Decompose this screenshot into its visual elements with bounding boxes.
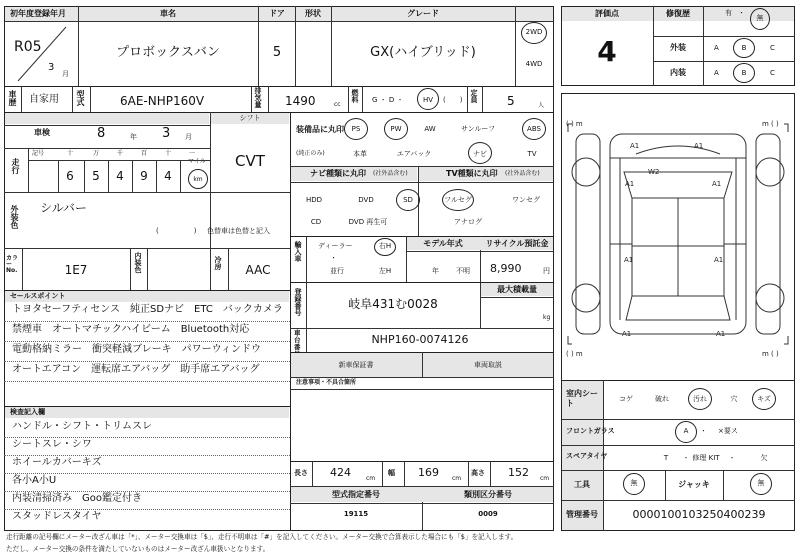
exterior-grade-b: B — [741, 44, 747, 52]
width-label: 幅 — [388, 469, 395, 477]
km-label: km — [193, 176, 203, 183]
first-reg-month-unit: 月 — [62, 70, 69, 78]
mileage-header: 百 — [140, 150, 148, 157]
mileage-header: 千 — [116, 150, 124, 157]
import-right: 右H — [378, 242, 392, 250]
svg-text:( ) m: ( ) m — [566, 120, 583, 128]
mileage-label: 走行 — [11, 158, 20, 174]
footer-note-1: 走行距離の記号欄にメーター改ざん車は「*」、メーター交換車は「$」、走行不明車は「#」を記入してください。メーター交換で合算表示した場合にも「$」を記入します。 — [6, 533, 518, 541]
sales-point-line: 禁煙車 オートマチックハイビーム Bluetooth対応 — [12, 324, 250, 335]
first-reg-label: 初年度登録年月 — [10, 9, 66, 18]
ac-value: AAC — [245, 263, 271, 277]
sales-point-line: オートエアコン 運転席エアバッグ 助手席エアバッグ — [12, 364, 260, 375]
navi-option: DVD — [358, 196, 374, 204]
svg-text:A1: A1 — [694, 142, 704, 150]
shaken-month: 3 — [162, 126, 171, 141]
import-dealer: ディーラー — [318, 242, 353, 250]
equipment-sub: (純正のみ) — [296, 150, 325, 157]
model-label: 型式 — [76, 90, 85, 106]
tools-label: 工具 — [574, 480, 590, 489]
navi-option: HDD — [305, 196, 323, 204]
mileage-header: 一 — [188, 150, 196, 157]
equipment-item: サンルーフ — [460, 125, 496, 133]
shaken-label: 車検 — [34, 128, 50, 137]
spare-option: 欠 — [760, 454, 768, 462]
mile-label: マイル — [188, 158, 206, 165]
footer-note-2: ただし、メーター交換の条件を満たしていないものはメーター改ざん車扱いとなります。 — [6, 545, 270, 553]
jack-label: ジャッキ — [678, 480, 710, 489]
spare-option: T — [663, 454, 669, 462]
repair-label: 修復歴 — [666, 9, 690, 18]
fuel-options: G ・ D ・ — [372, 96, 404, 104]
car-name: プロボックスバン — [116, 45, 220, 60]
equipment-label: 装備品に丸印 — [296, 125, 344, 134]
shift-label: シフト — [239, 114, 261, 122]
svg-text:A1: A1 — [625, 180, 635, 188]
navi-option: DVD 再生可 — [348, 218, 388, 226]
mileage-header: 記号 — [31, 150, 45, 157]
capacity-label: 定員 — [470, 89, 478, 103]
model-year-label: モデル年式 — [423, 239, 463, 248]
mgmt-value: 0000100103250400239 — [632, 508, 766, 521]
seat-option: 破れ — [655, 395, 669, 403]
spare-option: ・ — [728, 454, 736, 462]
mileage-digit: 9 — [140, 169, 148, 183]
tools-value: 無 — [630, 479, 638, 487]
equipment-item: エアバック — [396, 150, 432, 158]
interior-label: 内装 — [670, 68, 686, 77]
svg-text:A1: A1 — [624, 256, 634, 264]
mileage-header: 十 — [164, 150, 172, 157]
repair-yes: 有 — [725, 9, 732, 17]
color-no-label: カラーNo. — [6, 255, 19, 274]
door-label: ドア — [269, 9, 285, 18]
seat-label: 室内シート — [566, 389, 598, 409]
frame-value: NHP160-0074126 — [371, 333, 469, 346]
navi-label: ナビ種類に丸印 — [310, 169, 366, 178]
import-parallel: 並行 — [330, 267, 344, 275]
usage-label: 車歴 — [8, 90, 17, 106]
seat-option: キズ — [757, 395, 771, 403]
mileage-digit: 6 — [66, 169, 74, 183]
mgmt-label: 管理番号 — [566, 510, 598, 519]
registration-value: 岐阜431む0028 — [348, 297, 438, 311]
svg-text:A1: A1 — [714, 256, 724, 264]
tv-option: フルセグ — [444, 196, 472, 204]
mileage-digit: 4 — [116, 169, 124, 183]
inspection-note-line: ホイールカバーキズ — [12, 457, 102, 468]
height-value: 152 — [508, 466, 529, 479]
spare-label: スペアタイヤ — [566, 452, 608, 460]
sales-points-label: セールスポイント — [10, 292, 66, 300]
tv-option: ワンセグ — [512, 196, 540, 204]
length-value: 424 — [330, 466, 351, 479]
car-name-label: 車名 — [160, 9, 176, 18]
glass-a: A — [683, 427, 689, 435]
inspection-note-line: ハンドル・シフト・トリムスレ — [12, 421, 152, 432]
mileage-header: 万 — [92, 150, 100, 157]
color-label: 外装色 — [10, 205, 19, 229]
max-load-label: 最大積載量 — [497, 285, 537, 294]
displacement-label: 排気量 — [254, 87, 262, 108]
mileage-digit: 4 — [164, 169, 172, 183]
shaken-year: 8 — [97, 126, 106, 141]
drive-2wd: 2WD — [525, 28, 543, 36]
equipment-item: 本革 — [353, 150, 367, 158]
ac-label: 冷房 — [214, 256, 222, 270]
interior-color-label: 内装色 — [134, 252, 142, 273]
fuel-label: 燃料 — [351, 89, 359, 103]
displacement-value: 1490 — [285, 94, 316, 108]
repair-no: 無 — [756, 14, 764, 22]
mileage-header: 十 — [66, 150, 74, 157]
seat-option: コゲ — [619, 395, 633, 403]
spare-option: 修理 KIT — [692, 454, 720, 462]
damage-diagram — [562, 94, 794, 377]
type-no-label: 型式指定番号 — [332, 490, 380, 499]
interior-grade-b: B — [741, 69, 747, 77]
glass-x: ×要ス — [718, 427, 738, 435]
rating-label: 評価点 — [595, 9, 619, 18]
svg-text:W2: W2 — [648, 168, 660, 176]
width-value: 169 — [418, 466, 439, 479]
equipment-item: ナビ — [473, 150, 487, 158]
mileage-digit: 5 — [92, 169, 100, 183]
sales-point-line: トヨタセーフティセンス 純正SDナビ ETC バックカメラ — [12, 304, 283, 315]
drive-4wd: 4WD — [525, 60, 543, 68]
inspection-note-line: スタッドレスタイヤ — [12, 511, 102, 522]
shape-label: 形状 — [305, 9, 321, 18]
grade-label: グレード — [407, 9, 439, 18]
svg-text:A1: A1 — [622, 330, 632, 338]
model-value: 6AE-NHP160V — [120, 94, 205, 108]
color-value: シルバー — [40, 201, 87, 215]
tv-label: TV種類に丸印 — [446, 169, 498, 178]
svg-text:m ( ): m ( ) — [762, 350, 779, 358]
manual-label: 車両取説 — [474, 361, 502, 369]
navi-option: SD — [403, 196, 413, 204]
svg-text:m ( ): m ( ) — [762, 120, 779, 128]
inspection-note-line: シートスレ・シワ — [12, 439, 92, 450]
equipment-item: PS — [351, 125, 361, 133]
svg-text:( ) m: ( ) m — [566, 350, 583, 358]
svg-text:A1: A1 — [630, 142, 640, 150]
import-label: 輸入車 — [294, 241, 302, 262]
door-count: 5 — [272, 45, 282, 60]
recycle-label: リサイクル預託金 — [485, 239, 549, 248]
import-left: 左H — [378, 267, 392, 275]
height-label: 高さ — [471, 469, 485, 477]
tv-option: アナログ — [454, 218, 482, 226]
inspection-notes-label: 検査記入欄 — [10, 408, 45, 416]
exterior-label: 外装 — [670, 43, 686, 52]
usage-value: 自家用 — [29, 94, 59, 105]
jack-value: 無 — [757, 479, 765, 487]
equipment-item: PW — [390, 125, 402, 133]
inspection-note-line: 各小A小U — [12, 475, 57, 486]
seat-option: 汚れ — [693, 395, 707, 403]
first-reg-month: 3 — [48, 62, 55, 73]
rating-value: 4 — [597, 35, 617, 68]
sales-point-line: 電動格納ミラー 衝突軽減ブレーキ パワーウィンドウ — [12, 344, 261, 355]
grade-value: GX(ハイブリッド) — [370, 45, 476, 60]
spare-option: ・ — [682, 454, 690, 462]
navi-option: CD — [310, 218, 322, 226]
warranty-label: 新車保証書 — [338, 361, 374, 369]
equipment-item: AW — [424, 125, 436, 133]
frame-label: 車台番 — [294, 329, 301, 352]
glass-label: フロントガラス — [566, 427, 615, 435]
recycle-value: 8,990 — [490, 262, 522, 275]
registration-label: 登録番号 — [294, 288, 302, 316]
capacity-value: 5 — [507, 94, 515, 108]
shift-value: CVT — [235, 152, 265, 170]
type-no-value: 19115 — [343, 510, 369, 518]
first-reg-era: R05 — [14, 39, 42, 55]
equipment-item: ABS — [527, 125, 541, 133]
svg-text:A1: A1 — [716, 330, 726, 338]
class-no-value: 0009 — [478, 510, 498, 518]
color-no-value: 1E7 — [64, 263, 88, 277]
seat-option: 穴 — [730, 395, 738, 403]
equipment-item: TV — [527, 150, 537, 158]
color-note: 色替車は色替と記入 — [207, 227, 270, 235]
svg-text:A1: A1 — [712, 180, 722, 188]
fuel-hv: HV — [422, 96, 434, 104]
inspection-note-line: 内装清掃済み Goo鑑定付き — [12, 493, 142, 504]
length-label: 長さ — [294, 469, 308, 477]
notes-label: 注意事項・不具合箇所 — [296, 379, 357, 386]
class-no-label: 類別区分番号 — [464, 490, 512, 499]
